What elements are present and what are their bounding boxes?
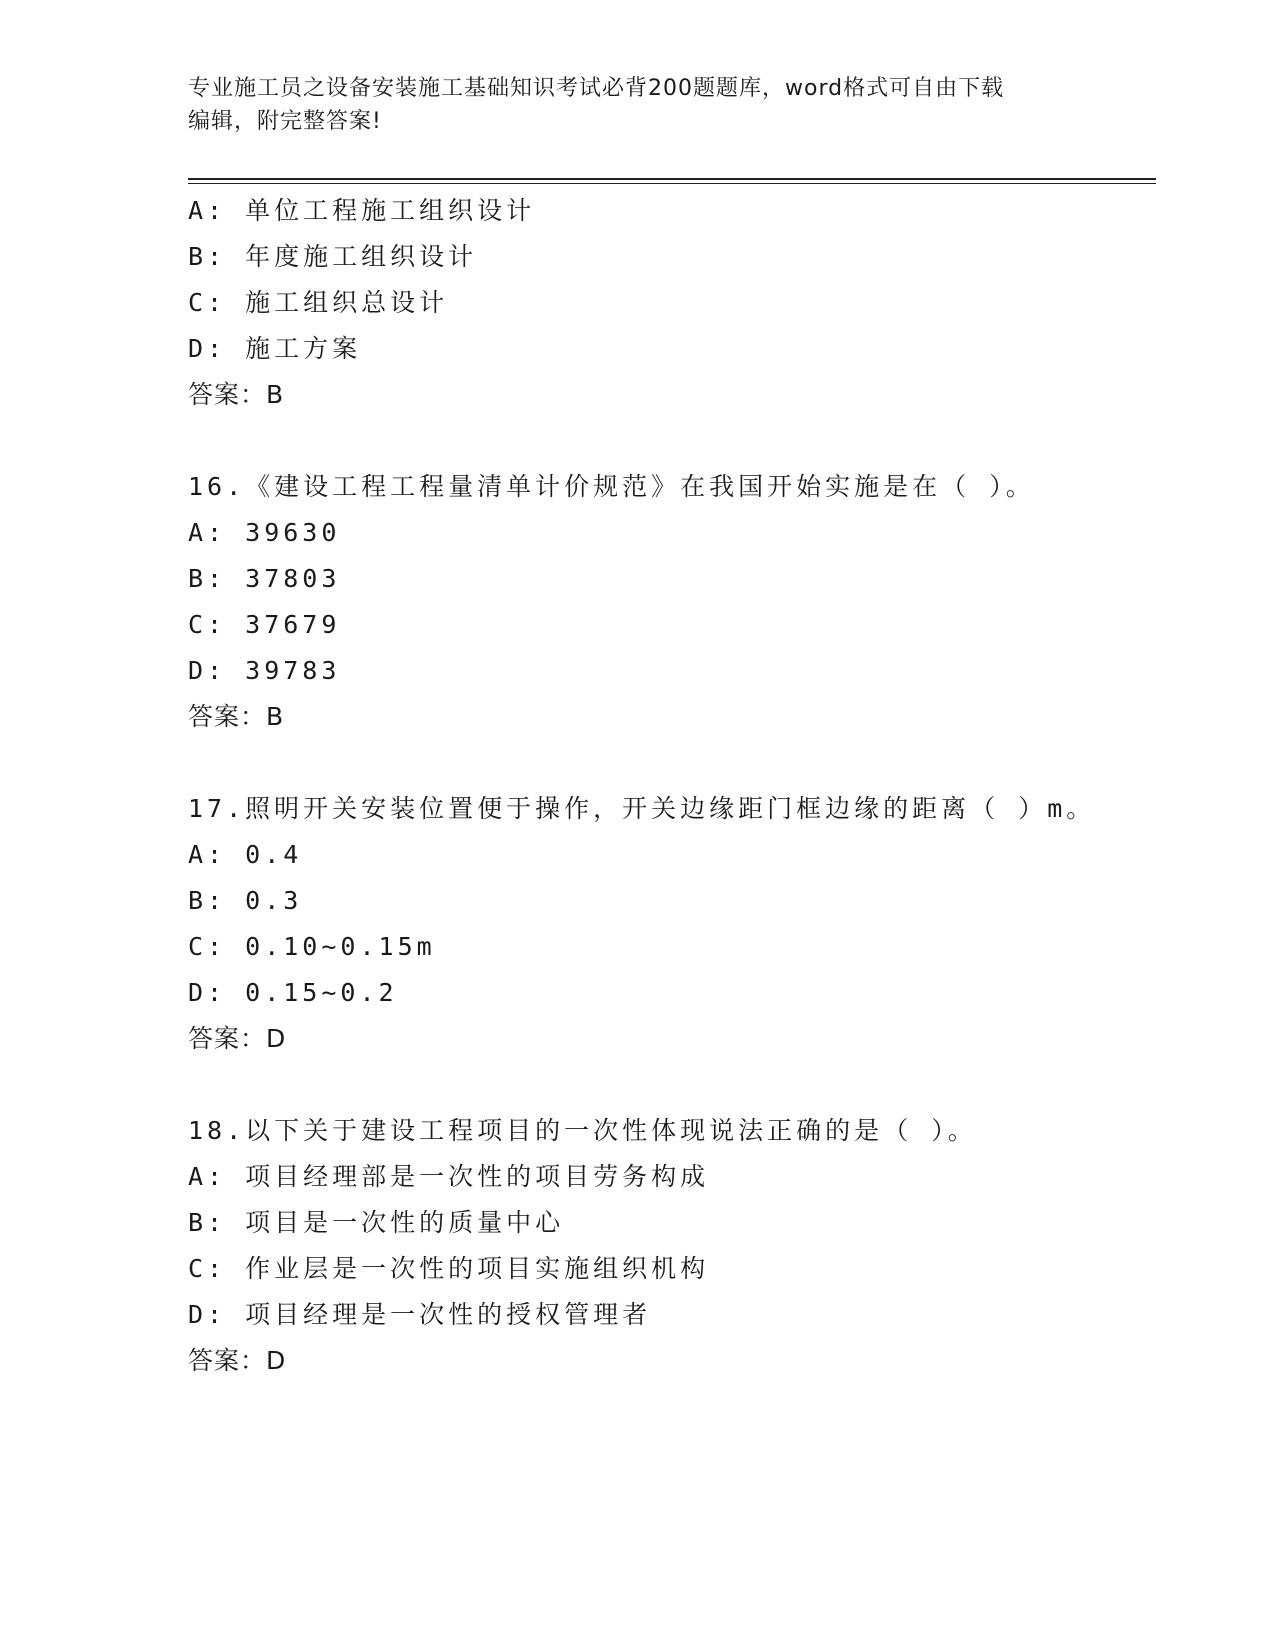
option-b: B: 年度施工组织设计 xyxy=(188,242,478,271)
option-d: D: 施工方案 xyxy=(188,334,362,363)
question-text: 16.《建设工程工程量清单计价规范》在我国开始实施是在（ ）。 xyxy=(188,472,1035,501)
document-title-line-1: 专业施工员之设备安装施工基础知识考试必背200题题库，word格式可自由下载 xyxy=(188,76,1005,101)
question-block-15 xyxy=(188,188,1156,418)
option-a: A: 39630 xyxy=(188,518,341,547)
question-block-17 xyxy=(188,786,1156,1062)
question-block-18 xyxy=(188,1108,1156,1384)
option-a: A: 0.4 xyxy=(188,840,303,869)
option-c: C: 施工组织总设计 xyxy=(188,288,449,317)
answer-line: 答案：B xyxy=(188,380,285,409)
option-c: C: 0.10~0.15m xyxy=(188,932,436,961)
answer-line: 答案：B xyxy=(188,702,285,731)
option-b: B: 37803 xyxy=(188,564,341,593)
option-b: B: 项目是一次性的质量中心 xyxy=(188,1208,565,1237)
option-c: C: 37679 xyxy=(188,610,341,639)
option-b: B: 0.3 xyxy=(188,886,303,915)
question-list xyxy=(188,188,1156,1384)
option-a: A: 单位工程施工组织设计 xyxy=(188,196,536,225)
header-divider xyxy=(188,178,1156,184)
option-c: C: 作业层是一次性的项目实施组织机构 xyxy=(188,1254,710,1283)
answer-line: 答案：D xyxy=(188,1346,287,1375)
option-d: D: 39783 xyxy=(188,656,341,685)
question-text: 18.以下关于建设工程项目的一次性体现说法正确的是（ ）。 xyxy=(188,1116,977,1145)
question-text: 17.照明开关安装位置便于操作，开关边缘距门框边缘的距离（ ）m。 xyxy=(188,794,1096,823)
option-d: D: 0.15~0.2 xyxy=(188,978,398,1007)
question-block-16 xyxy=(188,464,1156,740)
document-header xyxy=(188,72,1088,138)
answer-line: 答案：D xyxy=(188,1024,287,1053)
option-d: D: 项目经理是一次性的授权管理者 xyxy=(188,1300,652,1329)
document-title-line-2: 编辑，附完整答案! xyxy=(188,109,382,134)
option-a: A: 项目经理部是一次性的项目劳务构成 xyxy=(188,1162,710,1191)
